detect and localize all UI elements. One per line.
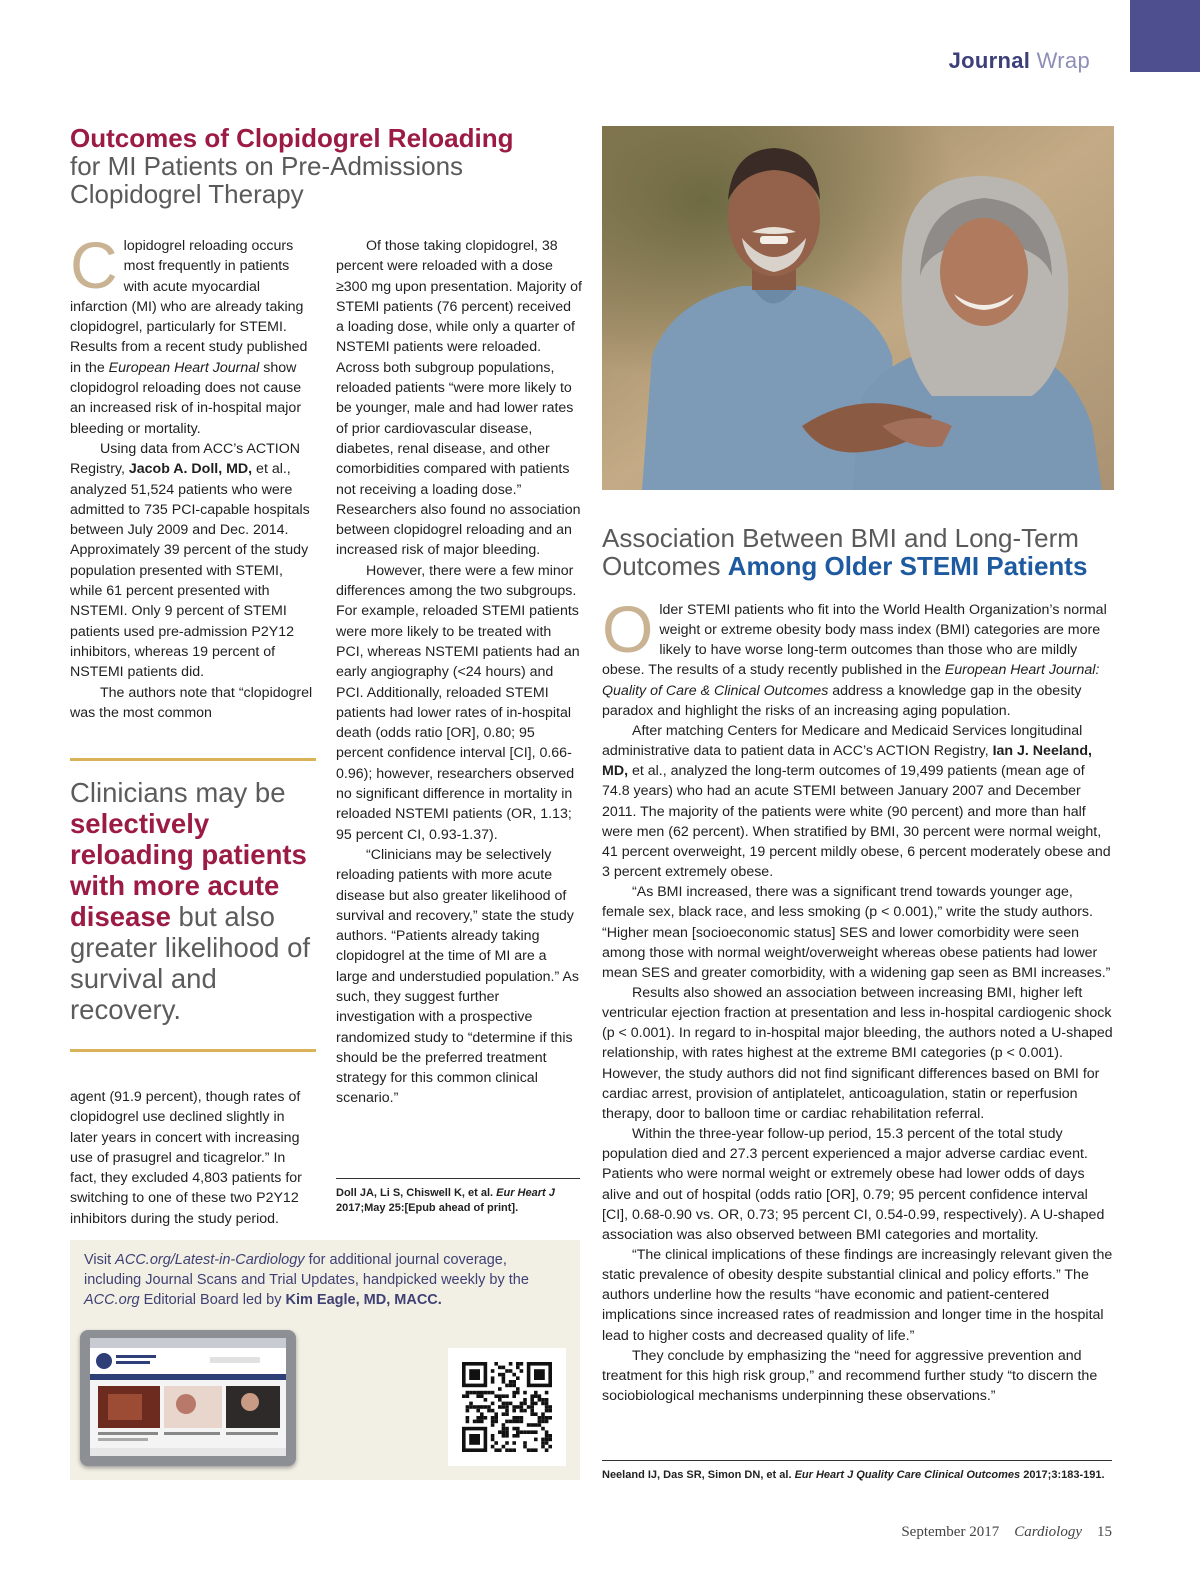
article1-dropcap: C — [70, 228, 118, 302]
article2-title-accent: Among Older STEMI Patients — [727, 551, 1088, 581]
tablet-image — [80, 1330, 296, 1466]
article2-p1-journal: European Heart Journal: Quality of Care & Clinical Outcomes — [602, 662, 1100, 699]
article1-p2-end: et al., analyzed 51,524 patients who were admitted to 735 PCI-capable hospitals between July 2009 and Dec. 2014. Approximately 39 percent of the study population presented with STEMI, while 61 percent presented with NSTEMI. Only 9 percent of STEMI patients used pre-admission P2Y12 inhibitors, whereas 19 percent of NSTEMI patients did. — [70, 461, 310, 681]
section-label — [949, 48, 1090, 74]
article2-ref-rule — [602, 1460, 1112, 1461]
article1-ref-rule — [336, 1178, 580, 1179]
article1-p1-end: show clopidogrol reloading does not cause an increased risk of in-hospital major bleeding or mortality. — [70, 359, 302, 437]
article2-p2-start: After matching Centers for Medicare and Medicaid Services longitudinal administrative data to patient data in ACC’s ACTION Registry, — [602, 722, 1083, 760]
article2-para5: Within the three-year follow-up period, 15.3 percent of the total study population died and 27.3 percent experienced a major adverse cardiac event. Patients who were normal weight or extremely obese had lower odds of days alive and out of hospital (odds ratio [OR], 0.79; 95 percent confidence interval [CI], 0.68-0.90 vs. OR, 0.73; 95 percent CI, 0.54-0.99, respectively). A U-shaped association was also observed between BMI categories and mortality. — [602, 1126, 1105, 1243]
promo-mid: for additional journal coverage, including Journal Scans and Trial Updates, handpicked weekly by the — [84, 1252, 529, 1288]
article1-p2-start: Using data from ACC’s ACTION Registry, — [70, 440, 301, 478]
article1-p1-journal: European Heart Journal — [108, 359, 260, 376]
article1-column1-top — [70, 228, 316, 723]
pull-quote-end: but also greater likelihood of survival and recovery. — [70, 901, 311, 1025]
footer-date: September 2017 — [901, 1524, 1000, 1540]
article2-title-plain: Association Between BMI and Long-Term Outcomes — [602, 523, 1079, 581]
article1-ref-details: 2017;May 25:[Epub ahead of print]. — [336, 1202, 519, 1214]
article1-p1-text: lopidogrel reloading occurs most frequently in patients with acute myocardial infarction (MI) who are already taking clopidogrel, particularly for STEMI. Results from a recent study published in the — [70, 238, 308, 376]
article1-col2-para3: “Clinicians may be selectively reloading patients with more acute disease but also greater likelihood of survival and recovery,” state the study authors. “Patients already taking clopidogrel at the time of MI are a large and understudied population.” As such, they suggest further investigation with a prospective randomized study to “determine if this should be the preferred treatment strategy for this common clinical scenario.” — [336, 846, 579, 1107]
article2-para3: “As BMI increased, there was a significant trend towards younger age, female sex, black race, and less smoking (p < 0.001),” write the study authors. “Higher mean [socioeconomic status] SES and lower comorbidity were seen among those with normal weight/overweight whereas obese patients had lower mean SES and greater comorbidity, with a widening gap seen as BMI increases.” — [602, 884, 1111, 981]
article1-para2 — [70, 439, 316, 683]
article2-para4: Results also showed an association between increasing BMI, higher left ventricular ejection fraction at presentation and less in-hospital cardiogenic shock (p < 0.001). In regard to in-hospital major bleeding, the authors noted a U-shaped relationship, with rates highest at the extreme BMI categories (p < 0.001). However, the study authors did not find significant differences based on BMI for cardiac arrest, provision of antiplatelet, anticoagulation, statin or reperfusion therapy, door to balloon time or cardiac rehabilitation referral. — [602, 984, 1113, 1122]
article1-ref-authors: Doll JA, Li S, Chiswell K, et al. — [336, 1187, 497, 1199]
article2-reference — [602, 1468, 1112, 1483]
tablet-screen — [90, 1338, 286, 1456]
pull-quote-highlight: selectively reloading patients with more acute disease — [70, 808, 307, 932]
pull-quote — [70, 758, 316, 1052]
promo-visit: Visit — [84, 1252, 116, 1268]
article1-para3: The authors note that “clopidogrel was the most common — [70, 684, 313, 721]
article2-body — [602, 592, 1114, 1406]
section-label-bold: Journal — [948, 48, 1031, 73]
couple-photo — [602, 126, 1114, 490]
pull-quote-start: Clinicians may be — [70, 777, 286, 808]
article2-p1-end: address a knowledge gap in the obesity paradox and highlight the risks of an increasing aging population. — [602, 682, 1082, 719]
article2-title — [602, 524, 1122, 580]
article2-p2-author: Ian J. Neeland, MD, — [602, 743, 1092, 780]
article1-para1 — [70, 228, 316, 439]
couple-photo-illustration — [602, 126, 1114, 490]
article2-p1-text: lder STEMI patients who fit into the World Health Organization’s normal weight or extreme obesity body mass index (BMI) categories are more likely to have worse long-term outcomes than those who are mildly obese. The results of a study recently published in the — [602, 602, 1107, 679]
article2-p2-end: et al., analyzed the long-term outcomes of 19,499 patients (mean age of 74.8 years) who had an acute STEMI between January 2007 and December 2011. The majority of the patients were white (90 percent) and more than half were men (62 percent). When stratified by BMI, 30 percent were normal weight, 41 percent overweight, 19 percent mildly obese, 6 percent moderately obese and 3 percent extremely obese. — [602, 763, 1111, 881]
article1-p2-author: Jacob A. Doll, MD, — [128, 461, 253, 478]
article1-ref-journal: Eur Heart J — [496, 1187, 555, 1199]
article2-para1 — [602, 592, 1114, 721]
article2-para7: They conclude by emphasizing the “need for aggressive prevention and treatment for this high risk group,” and recommend further study “to discern the sociobiological mechanisms underpinning these observations.” — [602, 1347, 1098, 1405]
article2-ref-details: 2017;3:183-191. — [1020, 1469, 1105, 1481]
article1-title — [70, 124, 570, 208]
website-screenshot-illustration — [90, 1338, 286, 1456]
article1-title-accent: Outcomes of Clopidogrel Reloading — [70, 123, 514, 153]
article2-dropcap: O — [602, 592, 654, 666]
section-label-light: Wrap — [1036, 48, 1090, 73]
article1-para4: agent (91.9 percent), though rates of clopidogrel use declined slightly in later years in concert with increasing use of prasugrel and ticagrelor.” In fact, they excluded 4,803 patients for switching to one of these two P2Y12 inhibitors during the study period. — [70, 1089, 302, 1227]
promo-board: Editorial Board led by — [139, 1292, 286, 1308]
qr-code-graphic — [448, 1348, 566, 1466]
article2-para2 — [602, 721, 1114, 882]
article1-col2-para1: Of those taking clopidogrel, 38 percent were reloaded with a dose ≥300 mg upon presentation. Majority of STEMI patients (76 percent) received a loading dose, while only a quarter of NSTEMI patients were reloaded. Across both subgroup populations, reloaded patients “were more likely to be younger, male and had lower rates of prior cardiovascular disease, diabetes, renal disease, and other comorbidities compared with patients not receiving a loading dose.” Researchers also found no association between clopidogrel reloading and an increased risk of major bleeding. — [336, 238, 582, 559]
page-number: 15 — [1097, 1524, 1112, 1540]
article1-col2-para2: However, there were a few minor differences among the two subgroups. For example, reloaded STEMI patients were more likely to be treated with PCI, whereas NSTEMI patients had an early angiography (<24 hours) and PCI. Additionally, reloaded STEMI patients had lower rates of in-hospital death (odds ratio [OR], 0.80; 95 percent confidence interval [CI], 0.66-0.96); however, researchers observed no significant difference in mortality in reloaded NSTEMI patients (OR, 1.13; 95 percent CI, 0.93-1.37). — [336, 562, 580, 843]
promo-link[interactable]: ACC.org/Latest-in-Cardiology — [115, 1252, 305, 1268]
promo-acc: ACC.org — [84, 1292, 140, 1308]
promo-leader: Kim Eagle, MD, MACC. — [285, 1292, 442, 1308]
article2-para6: “The clinical implications of these findings are increasingly relevant given the static prevalence of obesity despite substantial clinical and policy efforts.” The authors underline how the results “have economic and patient-centered implications since increased rates of readmission and longer time in the hospital lead to higher costs and decreased quality of life.” — [602, 1247, 1113, 1344]
article1-reference — [336, 1186, 580, 1216]
article2-ref-authors: Neeland IJ, Das SR, Simon DN, et al. — [602, 1469, 795, 1481]
footer-magazine: Cardiology — [1014, 1524, 1082, 1540]
page-footer — [901, 1524, 1112, 1541]
section-color-tab — [1130, 0, 1200, 72]
article1-column1-bottom — [70, 1087, 316, 1229]
qr-code[interactable] — [448, 1348, 566, 1466]
article1-column2 — [336, 236, 582, 1109]
promo-box — [70, 1240, 580, 1480]
promo-text — [84, 1250, 564, 1310]
article2-ref-journal: Eur Heart J Quality Care Clinical Outcomes — [794, 1469, 1021, 1481]
article1-title-rest: for MI Patients on Pre-Admissions Clopidogrel Therapy — [70, 151, 464, 209]
